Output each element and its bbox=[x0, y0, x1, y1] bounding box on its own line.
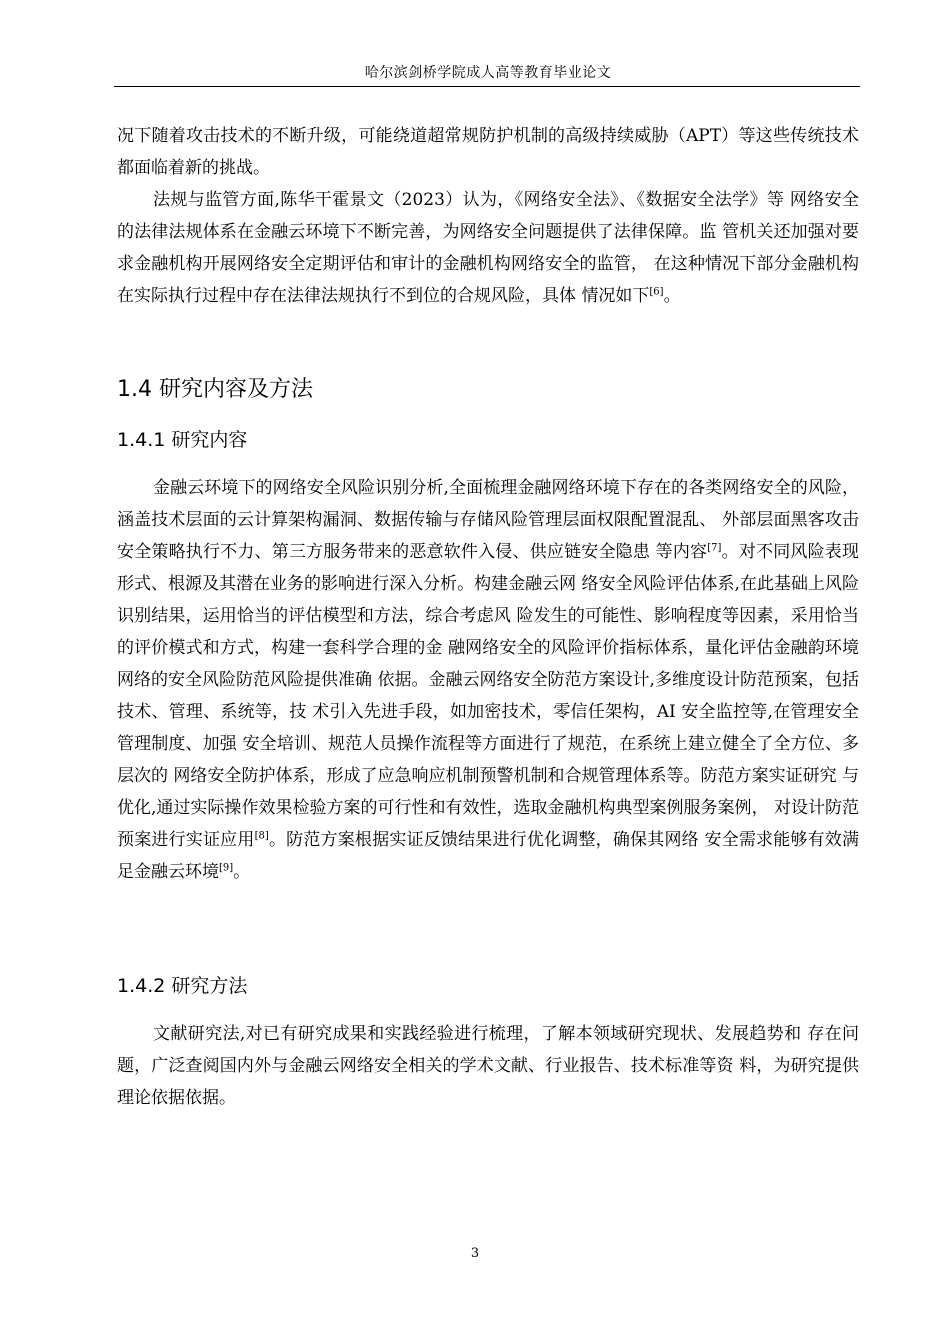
section-heading-1-4: 1.4 研究内容及方法 bbox=[117, 377, 313, 402]
paragraph-research-methods: 文献研究法,对已有研究成果和实践经验进行梳理，了解本领域研究现状、发展趋势和 存在问题，广泛查阅国内外与金融云网络安全相关的学术文献、行业报告、技术标准等资 料，为研究提供理论依据依据。 bbox=[117, 1024, 859, 1108]
paragraph-apt: 况下随着攻击技术的不断升级，可能绕道超常规防护机制的高级持续威胁（APT）等这些传统技术都面临着新的挑战。 bbox=[117, 126, 859, 178]
paragraph-research-content-end: 。 bbox=[233, 862, 251, 882]
citation-9: [9] bbox=[219, 862, 234, 874]
citation-8: [8] bbox=[254, 830, 269, 842]
citation-7: [7] bbox=[707, 542, 722, 554]
paragraph-regulation bbox=[117, 184, 859, 312]
header-rule bbox=[114, 86, 860, 87]
paragraph-regulation-end: 。 bbox=[663, 286, 681, 306]
paragraph-research-content bbox=[117, 472, 859, 888]
page-number: 3 bbox=[470, 1246, 480, 1261]
paragraph-research-content-b: 。对不同风险表现形式、根源及其潜在业务的影响进行深入分析。构建金融云网 络安全风险评估体系,在此基础上风险识别结果，运用恰当的评估模型和方法，综合考虑风 险发生的可能性、影响程度等因素，采用恰当的评价模式和方式，构建一套科学合理的金 融网络安全的风险评价指标体系，量化评估金融韵环境网络的安全风险防范风险提供准确 依据。金融云网络安全防范方案设计,多维度设计防范预案，包括技术、管理、系统等，技 术引入先进手段，如加密技术，零信任架构，AI 安全监控等,在管理安全管理制度、加强 安全培训、规范人员操作流程等方面进行了规范，在系统上建立健全了全方位、多层次的 网络安全防护体系，形成了应急响应机制预警机制和合规管理体系等。防范方案实证研究 与优化,通过实际操作效果检验方案的可行性和有效性，选取金融机构典型案例服务案例， 对设计防范预案进行实证应用 bbox=[117, 542, 860, 850]
page-header: 哈尔滨剑桥学院成人高等教育毕业论文 bbox=[364, 65, 612, 81]
citation-6: [6] bbox=[649, 286, 664, 298]
section-heading-1-4-1: 1.4.1 研究内容 bbox=[117, 429, 248, 451]
paragraph-regulation-text: 法规与监管方面,陈华干霍景文（2023）认为，《网络安全法》、《数据安全法学》等 网络安全的法律法规体系在金融云环境下不断完善，为网络安全问题提供了法律保障。监 管机关还加强对要求金融机构开展网络安全定期评估和审计的金融机构网络安全的监管， 在这种情况下部分金融机构在实际执行过程中存在法律法规执行不到位的合规风险，具体 情况如下 bbox=[117, 190, 859, 306]
paragraph-research-content-a: 金融云环境下的网络安全风险识别分析,全面梳理金融网络环境下存在的各类网络安全的风险，涵盖技术层面的云计算架构漏洞、数据传输与存储风险管理层面权限配置混乱、 外部层面黑客攻击安全策略执行不力、第三方服务带来的恶意软件入侵、供应链安全隐患 等内容 bbox=[117, 478, 859, 562]
paragraph-research-content-c: 。防范方案根据实证反馈结果进行优化调整，确保其网络 安全需求能够有效满足金融云环境 bbox=[117, 830, 860, 882]
section-heading-1-4-2: 1.4.2 研究方法 bbox=[117, 975, 248, 997]
